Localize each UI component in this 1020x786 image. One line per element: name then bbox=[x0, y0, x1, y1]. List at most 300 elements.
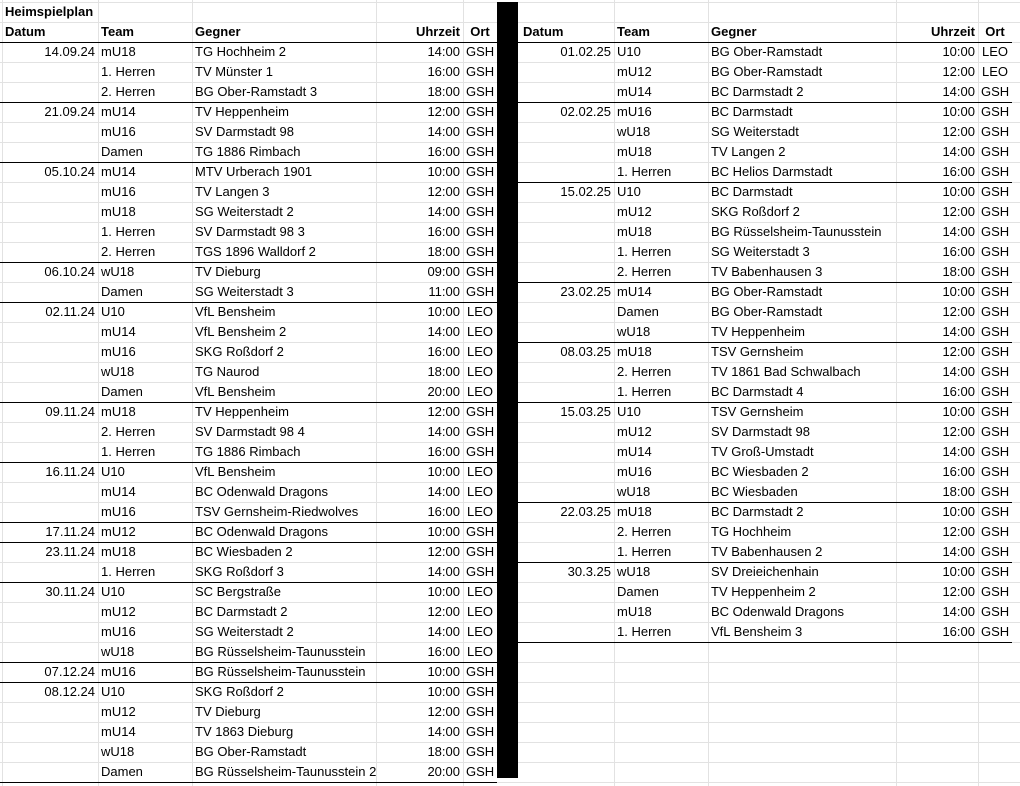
time-cell[interactable]: 14:00 bbox=[427, 624, 460, 639]
team-cell[interactable]: 1. Herren bbox=[617, 244, 672, 259]
place-cell[interactable]: GSH bbox=[466, 524, 495, 539]
date-cell[interactable] bbox=[520, 302, 614, 322]
place-cell[interactable]: GSH bbox=[466, 544, 495, 559]
place-cell[interactable]: GSH bbox=[466, 44, 495, 59]
opponent-cell[interactable]: BC Darmstadt 2 bbox=[195, 604, 288, 619]
opponent-cell[interactable]: TG Naurod bbox=[195, 364, 260, 379]
place-cell[interactable]: LEO bbox=[466, 464, 493, 479]
place-cell[interactable]: GSH bbox=[981, 504, 1010, 519]
time-cell[interactable]: 14:00 bbox=[427, 424, 460, 439]
time-cell[interactable]: 14:00 bbox=[427, 564, 460, 579]
place-cell[interactable]: GSH bbox=[466, 204, 495, 219]
date-cell[interactable] bbox=[2, 502, 98, 522]
date-cell[interactable] bbox=[2, 742, 98, 762]
team-cell[interactable]: mU18 bbox=[101, 544, 136, 559]
time-cell[interactable]: 12:00 bbox=[427, 704, 460, 719]
place-cell[interactable]: GSH bbox=[466, 664, 495, 679]
opponent-cell[interactable]: TG 1886 Rimbach bbox=[195, 144, 301, 159]
opponent-cell[interactable]: SKG Roßdorf 2 bbox=[195, 344, 284, 359]
date-cell[interactable] bbox=[2, 702, 98, 722]
time-cell[interactable]: 18:00 bbox=[427, 244, 460, 259]
team-cell[interactable]: 1. Herren bbox=[617, 544, 672, 559]
opponent-cell[interactable]: TSV Gernsheim-Riedwolves bbox=[195, 504, 359, 519]
opponent-cell[interactable]: SG Weiterstadt 3 bbox=[711, 244, 810, 259]
place-cell[interactable]: GSH bbox=[466, 684, 495, 699]
team-cell[interactable]: mU18 bbox=[617, 504, 652, 519]
date-cell[interactable]: 15.02.25 bbox=[560, 184, 611, 199]
header-date[interactable]: Datum bbox=[523, 24, 564, 39]
place-cell[interactable]: LEO bbox=[466, 644, 493, 659]
team-cell[interactable]: mU14 bbox=[101, 164, 136, 179]
place-cell[interactable]: LEO bbox=[466, 504, 493, 519]
date-cell[interactable] bbox=[520, 202, 614, 222]
opponent-cell[interactable]: SG Weiterstadt bbox=[711, 124, 799, 139]
header-place[interactable]: Ort bbox=[470, 24, 490, 39]
date-cell[interactable]: 17.11.24 bbox=[45, 524, 95, 539]
time-cell[interactable]: 16:00 bbox=[942, 624, 975, 639]
team-cell[interactable]: mU16 bbox=[101, 664, 136, 679]
place-cell[interactable]: LEO bbox=[466, 344, 493, 359]
opponent-cell[interactable]: SV Darmstadt 98 bbox=[195, 124, 294, 139]
date-cell[interactable] bbox=[2, 222, 98, 242]
opponent-cell[interactable]: SG Weiterstadt 3 bbox=[195, 284, 294, 299]
opponent-cell[interactable]: TG 1886 Rimbach bbox=[195, 444, 301, 459]
time-cell[interactable]: 12:00 bbox=[942, 524, 975, 539]
place-cell[interactable]: GSH bbox=[981, 144, 1010, 159]
time-cell[interactable]: 14:00 bbox=[427, 324, 460, 339]
header-place[interactable]: Ort bbox=[985, 24, 1005, 39]
team-cell[interactable]: mU12 bbox=[617, 204, 652, 219]
opponent-cell[interactable]: BG Ober-Ramstadt bbox=[711, 284, 823, 299]
place-cell[interactable]: GSH bbox=[466, 144, 495, 159]
date-cell[interactable] bbox=[2, 282, 98, 302]
opponent-cell[interactable]: TV Babenhausen 3 bbox=[711, 264, 823, 279]
time-cell[interactable]: 14:00 bbox=[427, 484, 460, 499]
opponent-cell[interactable]: SV Darmstadt 98 4 bbox=[195, 424, 305, 439]
team-cell[interactable]: U10 bbox=[101, 584, 125, 599]
date-cell[interactable]: 09.11.24 bbox=[45, 404, 95, 419]
date-cell[interactable]: 23.11.24 bbox=[45, 544, 95, 559]
time-cell[interactable]: 14:00 bbox=[942, 84, 975, 99]
team-cell[interactable]: wU18 bbox=[617, 564, 651, 579]
team-cell[interactable]: mU18 bbox=[617, 604, 652, 619]
time-cell[interactable]: 18:00 bbox=[427, 84, 460, 99]
opponent-cell[interactable]: TV Groß-Umstadt bbox=[711, 444, 814, 459]
team-cell[interactable]: 1. Herren bbox=[101, 564, 156, 579]
team-cell[interactable]: mU12 bbox=[101, 704, 136, 719]
date-cell[interactable]: 01.02.25 bbox=[560, 44, 611, 59]
team-cell[interactable]: 2. Herren bbox=[617, 264, 672, 279]
time-cell[interactable]: 10:00 bbox=[942, 104, 975, 119]
place-cell[interactable]: LEO bbox=[981, 64, 1008, 79]
place-cell[interactable]: GSH bbox=[981, 384, 1010, 399]
header-time[interactable]: Uhrzeit bbox=[930, 24, 975, 39]
time-cell[interactable]: 14:00 bbox=[942, 224, 975, 239]
place-cell[interactable]: GSH bbox=[466, 704, 495, 719]
place-cell[interactable]: GSH bbox=[981, 424, 1010, 439]
place-cell[interactable]: GSH bbox=[466, 84, 495, 99]
time-cell[interactable]: 12:00 bbox=[427, 104, 460, 119]
place-cell[interactable]: GSH bbox=[981, 464, 1010, 479]
time-cell[interactable]: 12:00 bbox=[427, 184, 460, 199]
time-cell[interactable]: 10:00 bbox=[942, 284, 975, 299]
date-cell[interactable] bbox=[520, 542, 614, 562]
time-cell[interactable]: 12:00 bbox=[942, 124, 975, 139]
date-cell[interactable] bbox=[2, 382, 98, 402]
opponent-cell[interactable]: BC Darmstadt bbox=[711, 184, 793, 199]
team-cell[interactable]: U10 bbox=[617, 404, 641, 419]
team-cell[interactable]: Damen bbox=[617, 584, 659, 599]
opponent-cell[interactable]: BC Darmstadt 2 bbox=[711, 84, 804, 99]
team-cell[interactable]: Damen bbox=[101, 764, 143, 779]
team-cell[interactable]: mU12 bbox=[617, 64, 652, 79]
date-cell[interactable] bbox=[520, 162, 614, 182]
date-cell[interactable] bbox=[520, 442, 614, 462]
date-cell[interactable] bbox=[520, 422, 614, 442]
date-cell[interactable] bbox=[2, 62, 98, 82]
team-cell[interactable]: Damen bbox=[101, 384, 143, 399]
date-cell[interactable] bbox=[2, 562, 98, 582]
opponent-cell[interactable]: BC Helios Darmstadt bbox=[711, 164, 833, 179]
date-cell[interactable] bbox=[520, 482, 614, 502]
time-cell[interactable]: 12:00 bbox=[942, 204, 975, 219]
team-cell[interactable]: mU16 bbox=[101, 184, 136, 199]
opponent-cell[interactable]: TV Babenhausen 2 bbox=[711, 544, 823, 559]
time-cell[interactable]: 12:00 bbox=[427, 404, 460, 419]
team-cell[interactable]: wU18 bbox=[101, 364, 135, 379]
team-cell[interactable]: wU18 bbox=[617, 484, 651, 499]
time-cell[interactable]: 10:00 bbox=[942, 564, 975, 579]
opponent-cell[interactable]: TV Münster 1 bbox=[195, 64, 274, 79]
date-cell[interactable] bbox=[520, 222, 614, 242]
date-cell[interactable] bbox=[2, 722, 98, 742]
team-cell[interactable]: 2. Herren bbox=[617, 524, 672, 539]
time-cell[interactable]: 10:00 bbox=[427, 164, 460, 179]
place-cell[interactable]: GSH bbox=[466, 184, 495, 199]
time-cell[interactable]: 12:00 bbox=[942, 424, 975, 439]
opponent-cell[interactable]: SKG Roßdorf 2 bbox=[711, 204, 800, 219]
date-cell[interactable] bbox=[2, 622, 98, 642]
opponent-cell[interactable]: TSV Gernsheim bbox=[711, 344, 804, 359]
date-cell[interactable]: 06.10.24 bbox=[44, 264, 95, 279]
date-cell[interactable] bbox=[520, 322, 614, 342]
place-cell[interactable]: GSH bbox=[981, 604, 1010, 619]
header-team[interactable]: Team bbox=[101, 24, 134, 39]
team-cell[interactable]: mU14 bbox=[617, 444, 652, 459]
place-cell[interactable]: LEO bbox=[466, 384, 493, 399]
team-cell[interactable]: 1. Herren bbox=[101, 64, 156, 79]
place-cell[interactable]: LEO bbox=[466, 304, 493, 319]
place-cell[interactable]: GSH bbox=[981, 364, 1010, 379]
team-cell[interactable]: mU14 bbox=[101, 324, 136, 339]
opponent-cell[interactable]: TV Dieburg bbox=[195, 264, 261, 279]
place-cell[interactable]: GSH bbox=[981, 184, 1010, 199]
date-cell[interactable] bbox=[2, 442, 98, 462]
team-cell[interactable]: wU18 bbox=[101, 744, 135, 759]
team-cell[interactable]: wU18 bbox=[101, 644, 135, 659]
opponent-cell[interactable]: SKG Roßdorf 2 bbox=[195, 684, 284, 699]
date-cell[interactable] bbox=[520, 602, 614, 622]
place-cell[interactable]: GSH bbox=[981, 404, 1010, 419]
time-cell[interactable]: 14:00 bbox=[942, 544, 975, 559]
opponent-cell[interactable]: SC Bergstraße bbox=[195, 584, 281, 599]
place-cell[interactable]: LEO bbox=[466, 604, 493, 619]
time-cell[interactable]: 12:00 bbox=[427, 544, 460, 559]
time-cell[interactable]: 10:00 bbox=[942, 504, 975, 519]
place-cell[interactable]: GSH bbox=[981, 344, 1010, 359]
place-cell[interactable]: GSH bbox=[981, 164, 1010, 179]
time-cell[interactable]: 16:00 bbox=[942, 244, 975, 259]
place-cell[interactable]: GSH bbox=[466, 764, 495, 779]
date-cell[interactable] bbox=[520, 362, 614, 382]
opponent-cell[interactable]: BC Wiesbaden 2 bbox=[195, 544, 293, 559]
date-cell[interactable] bbox=[2, 602, 98, 622]
time-cell[interactable]: 10:00 bbox=[427, 304, 460, 319]
time-cell[interactable]: 18:00 bbox=[427, 364, 460, 379]
place-cell[interactable]: GSH bbox=[981, 444, 1010, 459]
date-cell[interactable]: 14.09.24 bbox=[44, 44, 95, 59]
date-cell[interactable] bbox=[2, 182, 98, 202]
place-cell[interactable]: GSH bbox=[981, 484, 1010, 499]
date-cell[interactable]: 30.11.24 bbox=[45, 584, 95, 599]
opponent-cell[interactable]: TV Heppenheim bbox=[711, 324, 805, 339]
opponent-cell[interactable]: TV 1863 Dieburg bbox=[195, 724, 294, 739]
place-cell[interactable]: GSH bbox=[466, 404, 495, 419]
team-cell[interactable]: mU18 bbox=[617, 224, 652, 239]
team-cell[interactable]: mU12 bbox=[101, 524, 136, 539]
date-cell[interactable]: 08.12.24 bbox=[44, 684, 95, 699]
place-cell[interactable]: GSH bbox=[466, 444, 495, 459]
date-cell[interactable] bbox=[2, 82, 98, 102]
place-cell[interactable]: GSH bbox=[981, 284, 1010, 299]
time-cell[interactable]: 16:00 bbox=[427, 344, 460, 359]
opponent-cell[interactable]: TG Hochheim bbox=[711, 524, 792, 539]
time-cell[interactable]: 12:00 bbox=[942, 344, 975, 359]
place-cell[interactable]: LEO bbox=[466, 484, 493, 499]
opponent-cell[interactable]: BG Ober-Ramstadt bbox=[195, 744, 307, 759]
opponent-cell[interactable]: SKG Roßdorf 3 bbox=[195, 564, 284, 579]
opponent-cell[interactable]: TG Hochheim 2 bbox=[195, 44, 287, 59]
opponent-cell[interactable]: TV Heppenheim 2 bbox=[711, 584, 816, 599]
date-cell[interactable] bbox=[2, 322, 98, 342]
team-cell[interactable]: 1. Herren bbox=[617, 624, 672, 639]
time-cell[interactable]: 16:00 bbox=[427, 504, 460, 519]
time-cell[interactable]: 14:00 bbox=[942, 144, 975, 159]
opponent-cell[interactable]: VfL Bensheim 2 bbox=[195, 324, 287, 339]
time-cell[interactable]: 14:00 bbox=[427, 724, 460, 739]
date-cell[interactable] bbox=[520, 242, 614, 262]
date-cell[interactable] bbox=[520, 142, 614, 162]
date-cell[interactable] bbox=[2, 242, 98, 262]
opponent-cell[interactable]: BC Wiesbaden bbox=[711, 484, 798, 499]
opponent-cell[interactable]: BC Darmstadt 2 bbox=[711, 504, 804, 519]
team-cell[interactable]: wU18 bbox=[101, 264, 135, 279]
date-cell[interactable] bbox=[520, 622, 614, 642]
date-cell[interactable]: 15.03.25 bbox=[560, 404, 611, 419]
opponent-cell[interactable]: VfL Bensheim bbox=[195, 384, 276, 399]
opponent-cell[interactable]: SV Darmstadt 98 3 bbox=[195, 224, 305, 239]
time-cell[interactable]: 12:00 bbox=[942, 64, 975, 79]
date-cell[interactable] bbox=[520, 62, 614, 82]
date-cell[interactable]: 21.09.24 bbox=[44, 104, 95, 119]
team-cell[interactable]: 2. Herren bbox=[101, 84, 156, 99]
time-cell[interactable]: 10:00 bbox=[942, 184, 975, 199]
opponent-cell[interactable]: BG Ober-Ramstadt bbox=[711, 44, 823, 59]
opponent-cell[interactable]: TSV Gernsheim bbox=[711, 404, 804, 419]
team-cell[interactable]: mU16 bbox=[101, 504, 136, 519]
date-cell[interactable] bbox=[520, 82, 614, 102]
team-cell[interactable]: mU16 bbox=[617, 464, 652, 479]
time-cell[interactable]: 10:00 bbox=[942, 404, 975, 419]
team-cell[interactable]: 1. Herren bbox=[101, 444, 156, 459]
opponent-cell[interactable]: TV Dieburg bbox=[195, 704, 261, 719]
time-cell[interactable]: 14:00 bbox=[942, 324, 975, 339]
place-cell[interactable]: GSH bbox=[466, 244, 495, 259]
opponent-cell[interactable]: BC Odenwald Dragons bbox=[195, 484, 328, 499]
team-cell[interactable]: Damen bbox=[617, 304, 659, 319]
opponent-cell[interactable]: VfL Bensheim bbox=[195, 464, 276, 479]
time-cell[interactable]: 09:00 bbox=[427, 264, 460, 279]
opponent-cell[interactable]: BC Odenwald Dragons bbox=[195, 524, 328, 539]
place-cell[interactable]: GSH bbox=[466, 104, 495, 119]
place-cell[interactable]: GSH bbox=[466, 124, 495, 139]
time-cell[interactable]: 14:00 bbox=[942, 604, 975, 619]
place-cell[interactable]: GSH bbox=[981, 524, 1010, 539]
team-cell[interactable]: mU14 bbox=[101, 104, 136, 119]
team-cell[interactable]: mU16 bbox=[617, 104, 652, 119]
opponent-cell[interactable]: BG Ober-Ramstadt 3 bbox=[195, 84, 318, 99]
team-cell[interactable]: 1. Herren bbox=[101, 224, 156, 239]
opponent-cell[interactable]: BC Wiesbaden 2 bbox=[711, 464, 809, 479]
opponent-cell[interactable]: TV 1861 Bad Schwalbach bbox=[711, 364, 861, 379]
team-cell[interactable]: U10 bbox=[101, 304, 125, 319]
team-cell[interactable]: wU18 bbox=[617, 124, 651, 139]
opponent-cell[interactable]: VfL Bensheim 3 bbox=[711, 624, 803, 639]
place-cell[interactable]: GSH bbox=[466, 264, 495, 279]
team-cell[interactable]: U10 bbox=[617, 184, 641, 199]
team-cell[interactable]: mU18 bbox=[617, 144, 652, 159]
team-cell[interactable]: 2. Herren bbox=[101, 424, 156, 439]
team-cell[interactable]: 1. Herren bbox=[617, 384, 672, 399]
time-cell[interactable]: 10:00 bbox=[942, 44, 975, 59]
place-cell[interactable]: GSH bbox=[466, 424, 495, 439]
place-cell[interactable]: GSH bbox=[466, 224, 495, 239]
date-cell[interactable] bbox=[2, 122, 98, 142]
opponent-cell[interactable]: BG Rüsselsheim-Taunusstein bbox=[711, 224, 882, 239]
time-cell[interactable]: 10:00 bbox=[427, 524, 460, 539]
place-cell[interactable]: LEO bbox=[466, 364, 493, 379]
place-cell[interactable]: GSH bbox=[466, 64, 495, 79]
place-cell[interactable]: GSH bbox=[981, 124, 1010, 139]
place-cell[interactable]: LEO bbox=[466, 324, 493, 339]
header-opponent[interactable]: Gegner bbox=[711, 24, 757, 39]
date-cell[interactable] bbox=[2, 642, 98, 662]
place-cell[interactable]: GSH bbox=[466, 564, 495, 579]
team-cell[interactable]: mU16 bbox=[101, 624, 136, 639]
team-cell[interactable]: 2. Herren bbox=[617, 364, 672, 379]
team-cell[interactable]: mU14 bbox=[617, 284, 652, 299]
team-cell[interactable]: mU18 bbox=[617, 344, 652, 359]
date-cell[interactable]: 22.03.25 bbox=[560, 504, 611, 519]
team-cell[interactable]: mU18 bbox=[101, 204, 136, 219]
place-cell[interactable]: LEO bbox=[466, 584, 493, 599]
team-cell[interactable]: mU16 bbox=[101, 344, 136, 359]
time-cell[interactable]: 16:00 bbox=[942, 464, 975, 479]
opponent-cell[interactable]: BG Ober-Ramstadt bbox=[711, 304, 823, 319]
time-cell[interactable]: 16:00 bbox=[942, 164, 975, 179]
time-cell[interactable]: 16:00 bbox=[427, 144, 460, 159]
place-cell[interactable]: LEO bbox=[981, 44, 1008, 59]
team-cell[interactable]: mU12 bbox=[101, 604, 136, 619]
header-opponent[interactable]: Gegner bbox=[195, 24, 241, 39]
team-cell[interactable]: U10 bbox=[101, 684, 125, 699]
team-cell[interactable]: mU18 bbox=[101, 44, 136, 59]
opponent-cell[interactable]: SG Weiterstadt 2 bbox=[195, 204, 294, 219]
place-cell[interactable]: LEO bbox=[466, 624, 493, 639]
opponent-cell[interactable]: BC Darmstadt bbox=[711, 104, 793, 119]
time-cell[interactable]: 16:00 bbox=[942, 384, 975, 399]
date-cell[interactable]: 02.02.25 bbox=[560, 104, 611, 119]
date-cell[interactable] bbox=[520, 382, 614, 402]
opponent-cell[interactable]: TV Heppenheim bbox=[195, 104, 289, 119]
opponent-cell[interactable]: TV Langen 3 bbox=[195, 184, 270, 199]
header-time[interactable]: Uhrzeit bbox=[415, 24, 460, 39]
opponent-cell[interactable]: TV Heppenheim bbox=[195, 404, 289, 419]
opponent-cell[interactable]: TV Langen 2 bbox=[711, 144, 786, 159]
team-cell[interactable]: mU12 bbox=[617, 424, 652, 439]
opponent-cell[interactable]: BG Ober-Ramstadt bbox=[711, 64, 823, 79]
time-cell[interactable]: 16:00 bbox=[427, 444, 460, 459]
date-cell[interactable] bbox=[520, 262, 614, 282]
date-cell[interactable] bbox=[2, 362, 98, 382]
time-cell[interactable]: 10:00 bbox=[427, 664, 460, 679]
place-cell[interactable]: GSH bbox=[981, 624, 1010, 639]
time-cell[interactable]: 18:00 bbox=[942, 484, 975, 499]
place-cell[interactable]: GSH bbox=[981, 304, 1010, 319]
header-date[interactable]: Datum bbox=[5, 24, 46, 39]
time-cell[interactable]: 18:00 bbox=[427, 744, 460, 759]
time-cell[interactable]: 18:00 bbox=[942, 264, 975, 279]
place-cell[interactable]: GSH bbox=[466, 724, 495, 739]
date-cell[interactable]: 02.11.24 bbox=[45, 304, 95, 319]
time-cell[interactable]: 20:00 bbox=[427, 764, 460, 779]
place-cell[interactable]: GSH bbox=[466, 164, 495, 179]
place-cell[interactable]: GSH bbox=[981, 84, 1010, 99]
team-cell[interactable]: U10 bbox=[101, 464, 125, 479]
time-cell[interactable]: 11:00 bbox=[428, 284, 460, 299]
team-cell[interactable]: Damen bbox=[101, 284, 143, 299]
opponent-cell[interactable]: BG Rüsselsheim-Taunusstein bbox=[195, 644, 366, 659]
opponent-cell[interactable]: TGS 1896 Walldorf 2 bbox=[195, 244, 316, 259]
opponent-cell[interactable]: BC Darmstadt 4 bbox=[711, 384, 804, 399]
date-cell[interactable] bbox=[2, 142, 98, 162]
date-cell[interactable] bbox=[2, 762, 98, 782]
date-cell[interactable]: 23.02.25 bbox=[560, 284, 611, 299]
place-cell[interactable]: GSH bbox=[981, 204, 1010, 219]
time-cell[interactable]: 10:00 bbox=[427, 684, 460, 699]
opponent-cell[interactable]: BG Rüsselsheim-Taunusstein 2 bbox=[195, 764, 376, 779]
date-cell[interactable] bbox=[2, 342, 98, 362]
place-cell[interactable]: GSH bbox=[981, 224, 1010, 239]
team-cell[interactable]: mU18 bbox=[101, 404, 136, 419]
date-cell[interactable] bbox=[520, 522, 614, 542]
opponent-cell[interactable]: VfL Bensheim bbox=[195, 304, 276, 319]
place-cell[interactable]: GSH bbox=[981, 544, 1010, 559]
time-cell[interactable]: 12:00 bbox=[942, 584, 975, 599]
time-cell[interactable]: 14:00 bbox=[427, 44, 460, 59]
time-cell[interactable]: 20:00 bbox=[427, 384, 460, 399]
team-cell[interactable]: mU14 bbox=[617, 84, 652, 99]
